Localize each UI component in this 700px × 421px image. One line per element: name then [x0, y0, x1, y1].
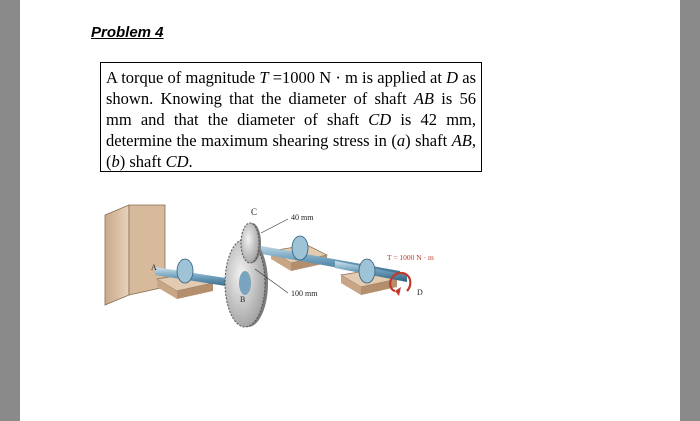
torque-label: T = 1000 N · m	[387, 253, 434, 262]
text-run: A torque of magnitude	[106, 68, 260, 87]
text-run: T	[259, 68, 269, 87]
text-run: AB	[451, 131, 472, 150]
text-run: ) shaft	[405, 131, 452, 150]
dim-40: 40 mm	[291, 213, 314, 222]
text-run: is 42 mm, determine the maximum shearing stress in (	[106, 110, 476, 150]
text-run: b	[111, 152, 120, 171]
label-b: B	[240, 295, 246, 304]
label-a: A	[151, 263, 157, 272]
text-run: D	[446, 68, 459, 87]
label-c: C	[251, 207, 258, 217]
dim-40-leader	[261, 219, 288, 233]
text-run: ) shaft	[119, 152, 166, 171]
gear-c	[241, 223, 261, 263]
text-run: =1000 N · m is applied at	[268, 68, 447, 87]
problem-heading: Problem 4	[91, 24, 164, 41]
wall-support	[105, 205, 165, 305]
text-run: CD	[165, 152, 189, 171]
text-run: is 56 mm and that the diameter of shaft	[106, 89, 476, 129]
text-run: .	[188, 152, 193, 171]
label-d: D	[417, 288, 423, 297]
problem-statement	[100, 62, 482, 172]
torque-arrowhead	[395, 287, 401, 296]
shaft-gear-figure	[95, 203, 475, 333]
text-run: CD	[368, 110, 392, 129]
text-run: , (	[106, 131, 476, 171]
text-run: as shown. Knowing that the diameter of shaft	[106, 68, 477, 108]
document-page	[20, 0, 680, 421]
text-run: a	[396, 131, 406, 150]
dim-100: 100 mm	[291, 289, 318, 298]
text-run: AB	[413, 89, 434, 108]
